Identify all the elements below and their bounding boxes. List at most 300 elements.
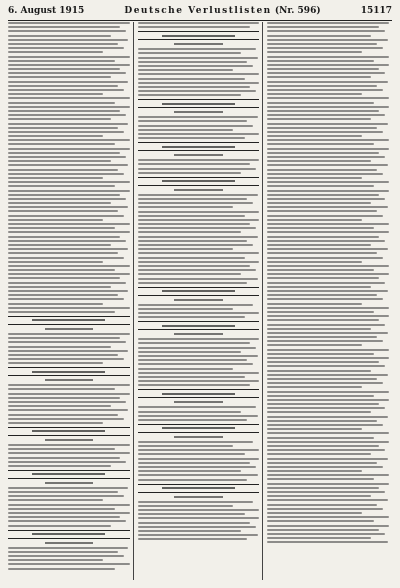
list-entry-line: [8, 206, 128, 208]
list-entry-line: [8, 248, 128, 250]
list-entry-line: [8, 409, 128, 411]
list-entry-line: [267, 244, 370, 246]
column-middle: [138, 22, 264, 580]
list-entry-line: [267, 177, 362, 179]
list-entry-line: [8, 358, 124, 360]
list-entry-line: [138, 273, 241, 275]
list-entry-line: [138, 133, 260, 135]
list-entry-line: [138, 359, 248, 361]
list-entry-line: [267, 357, 389, 359]
list-entry-line: [267, 30, 385, 32]
list-entry-line: [8, 448, 115, 450]
list-entry-line: [138, 474, 258, 476]
section-subheading: [174, 43, 223, 45]
list-entry-line: [267, 206, 387, 208]
list-entry-line: [8, 236, 120, 238]
list-entry-line: [267, 269, 374, 271]
section-subheading: [174, 299, 223, 301]
list-entry-line: [138, 211, 260, 213]
list-entry-line: [138, 78, 245, 80]
list-entry-line: [267, 131, 383, 133]
list-entry-line: [267, 462, 377, 464]
list-entry-line: [8, 512, 130, 514]
list-entry-line: [138, 462, 250, 464]
list-entry-line: [138, 479, 248, 481]
list-entry-line: [8, 333, 130, 335]
list-entry-line: [8, 215, 124, 217]
list-entry-line: [138, 419, 248, 421]
section-subheading: [45, 482, 94, 484]
list-entry-line: [267, 428, 362, 430]
list-entry-line: [267, 286, 370, 288]
list-entry-line: [8, 520, 126, 522]
list-entry-line: [138, 509, 260, 511]
list-entry-line: [8, 93, 103, 95]
section-heading-box: [138, 389, 260, 398]
list-entry-line: [138, 69, 233, 71]
list-entry-line: [267, 378, 377, 380]
list-entry-line: [138, 534, 258, 536]
section-subheading: [174, 111, 223, 113]
list-entry-line: [138, 406, 256, 408]
list-entry-line: [138, 94, 241, 96]
list-entry-line: [8, 307, 130, 309]
list-entry-line: [138, 90, 256, 92]
list-entry-line: [8, 123, 128, 125]
list-entry-line: [8, 22, 130, 24]
list-entry-line: [267, 123, 387, 125]
list-entry-line: [267, 403, 379, 405]
list-entry-line: [138, 338, 260, 340]
list-entry-line: [8, 81, 128, 83]
list-entry-line: [267, 85, 377, 87]
list-entry-line: [267, 261, 362, 263]
list-entry-line: [267, 499, 387, 501]
list-entry-line: [267, 374, 387, 376]
list-entry-line: [8, 397, 120, 399]
list-entry-line: [138, 261, 260, 263]
list-entry-line: [138, 22, 260, 24]
list-entry-line: [138, 61, 248, 63]
list-entry-line: [267, 102, 374, 104]
list-entry-line: [267, 508, 383, 510]
list-entry-line: [8, 26, 120, 28]
list-entry-line: [8, 139, 130, 141]
list-entry-line: [267, 365, 385, 367]
list-entry-line: [8, 227, 115, 229]
list-entry-line: [138, 198, 248, 200]
list-entry-line: [138, 316, 245, 318]
list-entry-line: [267, 533, 385, 535]
list-entry-line: [138, 513, 245, 515]
list-entry-line: [267, 47, 383, 49]
list-entry-line: [138, 125, 254, 127]
list-entry-line: [267, 319, 379, 321]
column-left: [8, 22, 134, 580]
list-entry-line: [8, 177, 103, 179]
list-entry-line: [267, 441, 389, 443]
list-entry-line: [267, 97, 389, 99]
list-entry-line: [267, 424, 383, 426]
list-entry-line: [8, 551, 118, 553]
columns: [8, 22, 392, 580]
list-entry-line: [138, 129, 233, 131]
section-heading-box: [8, 427, 130, 436]
list-entry-line: [8, 393, 130, 395]
list-entry-line: [8, 362, 103, 364]
section-heading-box: [138, 142, 260, 151]
list-entry-line: [267, 210, 377, 212]
list-entry-line: [138, 278, 258, 280]
list-entry-line: [267, 303, 362, 305]
list-entry-line: [267, 231, 389, 233]
list-entry-line: [8, 286, 111, 288]
section-heading-box: [138, 31, 260, 40]
list-entry-line: [267, 273, 389, 275]
publication-title: Deutsche Verlustlisten: [124, 6, 272, 16]
list-entry-line: [138, 168, 256, 170]
list-entry-line: [8, 444, 130, 446]
list-entry-line: [267, 391, 389, 393]
list-entry-line: [267, 474, 389, 476]
list-entry-line: [267, 81, 387, 83]
list-entry-line: [8, 110, 120, 112]
list-entry-line: [267, 416, 387, 418]
list-entry-line: [8, 465, 111, 467]
list-entry-line: [8, 290, 128, 292]
issue-date: 6. August 1915: [8, 6, 85, 16]
list-entry-line: [267, 344, 362, 346]
list-entry-line: [138, 252, 260, 254]
list-entry-line: [267, 407, 385, 409]
list-entry-line: [267, 370, 370, 372]
list-entry-line: [8, 43, 118, 45]
list-entry-line: [267, 395, 374, 397]
list-entry-line: [8, 51, 103, 53]
list-entry-line: [8, 559, 103, 561]
list-entry-line: [8, 491, 118, 493]
list-entry-line: [138, 172, 241, 174]
list-entry-line: [8, 277, 120, 279]
list-entry-line: [267, 478, 374, 480]
section-heading-box: [138, 287, 260, 296]
list-entry-line: [267, 495, 370, 497]
list-entry-line: [138, 466, 256, 468]
list-entry-line: [8, 311, 115, 313]
list-entry-line: [8, 257, 124, 259]
list-entry-line: [267, 185, 374, 187]
list-entry-line: [8, 346, 111, 348]
list-entry-line: [267, 164, 387, 166]
list-entry-line: [138, 282, 248, 284]
list-entry-line: [138, 351, 241, 353]
list-entry-line: [138, 265, 250, 267]
list-entry-line: [138, 449, 260, 451]
list-entry-line: [138, 312, 260, 314]
list-entry-line: [267, 466, 383, 468]
list-entry-line: [138, 202, 254, 204]
list-entry-line: [267, 336, 377, 338]
list-entry-line: [8, 60, 115, 62]
list-entry-line: [8, 102, 115, 104]
list-entry-line: [138, 120, 248, 122]
list-entry-line: [8, 303, 103, 305]
column-right: [267, 22, 392, 580]
list-entry-line: [267, 64, 389, 66]
list-entry-line: [138, 347, 256, 349]
list-entry-line: [267, 349, 389, 351]
list-entry-line: [138, 372, 260, 374]
page-header: [8, 6, 392, 21]
list-entry-line: [8, 354, 118, 356]
list-entry-line: [267, 68, 379, 70]
section-subheading: [45, 328, 94, 330]
list-entry-line: [267, 127, 377, 129]
list-entry-line: [8, 273, 130, 275]
list-entry-line: [138, 244, 254, 246]
list-entry-line: [8, 127, 118, 129]
list-entry-line: [8, 223, 130, 225]
list-entry-line: [138, 368, 233, 370]
list-entry-line: [138, 231, 241, 233]
list-entry-line: [267, 143, 374, 145]
list-entry-line: [8, 143, 115, 145]
list-entry-line: [267, 106, 389, 108]
section-subheading: [174, 496, 223, 498]
list-entry-line: [267, 420, 377, 422]
list-entry-line: [8, 131, 124, 133]
list-entry-line: [138, 453, 245, 455]
list-entry-line: [267, 26, 379, 28]
list-entry-line: [8, 210, 118, 212]
section-subheading: [45, 542, 94, 544]
list-entry-line: [138, 415, 258, 417]
list-entry-line: [138, 236, 258, 238]
list-entry-line: [267, 202, 370, 204]
list-entry-line: [138, 384, 250, 386]
list-entry-line: [138, 526, 256, 528]
list-entry-line: [267, 89, 383, 91]
section-subheading: [174, 189, 223, 191]
list-entry-line: [8, 169, 118, 171]
list-entry-line: [267, 361, 379, 363]
section-subheading: [174, 333, 223, 335]
list-entry-line: [8, 563, 130, 565]
list-entry-line: [267, 516, 389, 518]
list-entry-line: [8, 160, 111, 162]
list-entry-line: [267, 118, 370, 120]
list-entry-line: [138, 257, 245, 259]
list-entry-line: [267, 252, 377, 254]
list-entry-line: [267, 453, 370, 455]
list-entry-line: [8, 97, 130, 99]
list-entry-line: [8, 418, 124, 420]
list-entry-line: [8, 152, 120, 154]
list-entry-line: [267, 93, 362, 95]
list-entry-line: [138, 355, 258, 357]
list-entry-line: [8, 185, 115, 187]
list-entry-line: [138, 522, 250, 524]
list-entry-line: [138, 159, 260, 161]
list-entry-line: [267, 340, 383, 342]
list-entry-line: [8, 56, 130, 58]
list-entry-line: [8, 555, 124, 557]
list-entry-line: [267, 311, 374, 313]
list-entry-line: [138, 227, 256, 229]
list-entry-line: [267, 156, 385, 158]
list-entry-line: [8, 114, 126, 116]
list-entry-line: [8, 252, 118, 254]
list-entry-line: [267, 110, 379, 112]
list-entry-line: [267, 537, 370, 539]
section-heading-box: [138, 99, 260, 108]
list-entry-line: [8, 508, 115, 510]
list-entry-line: [267, 76, 370, 78]
list-entry-line: [8, 85, 118, 87]
list-entry-line: [8, 164, 128, 166]
list-entry-line: [138, 376, 245, 378]
list-entry-line: [8, 401, 126, 403]
list-entry-line: [138, 304, 254, 306]
list-entry-line: [8, 504, 130, 506]
list-entry-line: [138, 52, 241, 54]
list-entry-line: [8, 265, 130, 267]
list-entry-line: [267, 411, 370, 413]
list-entry-line: [8, 72, 126, 74]
list-entry-line: [8, 282, 126, 284]
list-entry-line: [8, 294, 118, 296]
list-entry-line: [138, 86, 250, 88]
list-entry-line: [8, 156, 126, 158]
list-entry-line: [267, 445, 379, 447]
list-entry-line: [8, 135, 103, 137]
section-subheading: [174, 401, 223, 403]
issue-number: (Nr. 596): [274, 6, 321, 16]
list-entry-line: [267, 529, 379, 531]
list-entry-line: [8, 461, 126, 463]
list-entry-line: [8, 194, 120, 196]
list-entry-line: [267, 332, 387, 334]
list-entry-line: [138, 26, 250, 28]
list-entry-line: [267, 324, 385, 326]
list-entry-line: [267, 56, 389, 58]
list-entry-line: [267, 173, 383, 175]
list-entry-line: [267, 240, 385, 242]
list-entry-line: [138, 505, 233, 507]
list-entry-line: [267, 290, 387, 292]
list-entry-line: [138, 223, 250, 225]
list-entry-line: [267, 43, 377, 45]
list-entry-line: [267, 22, 389, 24]
list-entry-line: [138, 137, 245, 139]
list-entry-line: [267, 227, 374, 229]
list-entry-line: [138, 470, 241, 472]
section-heading-box: [8, 367, 130, 376]
list-entry-line: [138, 194, 258, 196]
list-entry-line: [267, 60, 374, 62]
section-heading-box: [138, 321, 260, 330]
list-entry-line: [267, 512, 362, 514]
list-entry-line: [267, 160, 370, 162]
list-entry-line: [267, 114, 385, 116]
list-entry-line: [267, 219, 362, 221]
list-entry-line: [267, 257, 383, 259]
list-entry-line: [267, 181, 389, 183]
list-entry-line: [8, 198, 126, 200]
list-entry-line: [267, 487, 379, 489]
list-entry-line: [8, 148, 130, 150]
list-entry-line: [267, 298, 383, 300]
list-entry-line: [8, 47, 124, 49]
list-entry-line: [8, 422, 103, 424]
list-entry-line: [138, 501, 254, 503]
list-entry-line: [8, 181, 130, 183]
list-entry-line: [8, 298, 124, 300]
list-entry-line: [8, 118, 111, 120]
list-entry-line: [8, 568, 115, 570]
list-entry-line: [8, 269, 115, 271]
list-entry-line: [267, 541, 387, 543]
list-entry-line: [8, 39, 128, 41]
list-entry-line: [267, 432, 389, 434]
list-entry-line: [8, 35, 111, 37]
section-subheading: [174, 154, 223, 156]
list-entry-line: [138, 116, 258, 118]
list-entry-line: [8, 89, 124, 91]
list-entry-line: [267, 470, 362, 472]
list-entry-line: [8, 219, 103, 221]
list-entry-line: [8, 76, 111, 78]
list-entry-line: [138, 530, 241, 532]
list-entry-line: [267, 525, 389, 527]
list-entry-line: [8, 495, 124, 497]
section-subheading: [45, 439, 94, 441]
list-entry-line: [267, 51, 362, 53]
list-entry-line: [8, 64, 130, 66]
list-entry-line: [138, 73, 260, 75]
section-heading-box: [8, 470, 130, 479]
list-entry-line: [267, 236, 379, 238]
list-entry-line: [138, 215, 245, 217]
list-entry-line: [8, 547, 128, 549]
list-entry-line: [267, 483, 389, 485]
list-entry-line: [8, 457, 120, 459]
list-entry-line: [8, 240, 126, 242]
list-entry-line: [8, 516, 120, 518]
section-subheading: [45, 379, 94, 381]
list-entry-line: [8, 525, 111, 527]
list-entry-line: [138, 269, 256, 271]
list-entry-line: [8, 350, 128, 352]
list-entry-line: [138, 48, 256, 50]
list-entry-line: [267, 39, 387, 41]
section-heading-box: [138, 424, 260, 433]
list-entry-line: [138, 240, 248, 242]
list-entry-line: [267, 315, 389, 317]
list-entry-line: [8, 202, 111, 204]
list-entry-line: [267, 386, 362, 388]
list-entry-line: [8, 68, 120, 70]
list-entry-line: [138, 441, 254, 443]
page-number: 15117: [360, 6, 392, 16]
list-entry-line: [267, 148, 389, 150]
section-subheading: [174, 436, 223, 438]
list-entry-line: [267, 458, 387, 460]
list-entry-line: [138, 248, 233, 250]
list-entry-line: [138, 206, 233, 208]
section-heading-box: [8, 530, 130, 539]
list-entry-line: [267, 282, 385, 284]
